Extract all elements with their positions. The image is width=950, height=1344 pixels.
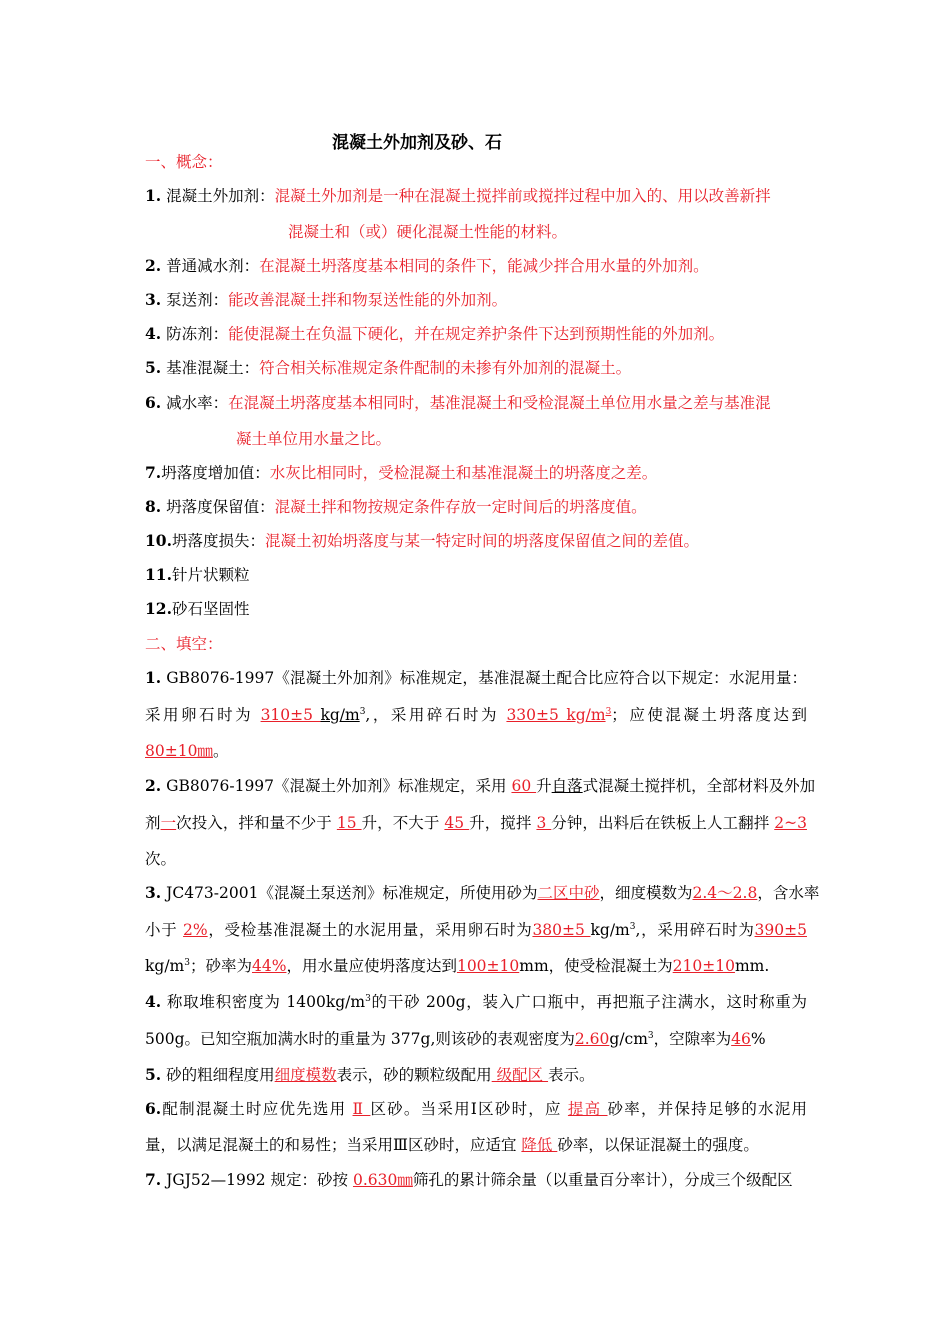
question-text: 砂率，并保持足够的水泥用 xyxy=(607,1100,807,1118)
concept-term: 坍落度增加值： xyxy=(161,464,270,482)
concept-term: 坍落度保留值： xyxy=(166,498,275,516)
item-number: 1. xyxy=(145,186,162,205)
concept-definition-continued: 凝土单位用水量之比。 xyxy=(236,430,392,448)
item-number: 2. xyxy=(145,776,162,795)
concept-term: 坍落度损失： xyxy=(171,532,265,550)
answer-blank: 44% xyxy=(251,957,287,975)
answer-blank: 45 xyxy=(444,814,470,832)
fill-question-7 xyxy=(145,1170,793,1190)
concept-item xyxy=(145,358,631,378)
question-text: % xyxy=(750,1030,766,1048)
item-number: 4. xyxy=(145,324,162,343)
item-number: 2. xyxy=(145,256,162,275)
fill-question-3-line-2: 小于 2%，受检基准混凝土的水泥用量，采用卵石时为380±5 $kg/m^3$,，采用碎石时为390±5 xyxy=(145,921,807,939)
concept-term: 基准混凝土： xyxy=(166,359,260,377)
question-text: ，空隙率为 xyxy=(653,1030,732,1048)
concept-term: 减水率： xyxy=(166,394,229,412)
concept-term: 防冻剂： xyxy=(166,325,229,343)
question-text: 砂的粗细程度用 xyxy=(166,1066,275,1084)
item-number: 1. xyxy=(145,668,162,687)
answer-blank: 提高 xyxy=(567,1100,608,1118)
concept-item xyxy=(145,393,771,413)
question-text: 砂率，以保证混凝土的强度。 xyxy=(557,1136,759,1154)
concept-definition: 在混凝土坍落度基本相同时，基准混凝土和受检混凝土单位用水量之差与基准混 xyxy=(228,394,771,412)
section-heading-concepts: 一、概念： xyxy=(145,153,223,171)
item-number: 10. xyxy=(145,531,172,550)
concept-definition: 在混凝土坍落度基本相同的条件下，能减少拌合用水量的外加剂。 xyxy=(259,257,709,275)
question-text: GB8076-1997《混凝土外加剂》标准规定，采用 xyxy=(166,777,512,795)
answer-blank: 级配区 xyxy=(491,1066,549,1084)
answer-blank: 330±5 kg/m xyxy=(506,706,606,724)
concept-item xyxy=(145,186,771,206)
question-text: GB8076-1997《混凝土外加剂》标准规定，基准混凝土配合比应符合以下规定：水泥用量： xyxy=(166,669,807,687)
concept-definition: 能使混凝土在负温下硬化，并在规定养护条件下达到预期性能的外加剂。 xyxy=(228,325,725,343)
question-text: 。 xyxy=(212,742,229,760)
question-text: 配制混凝土时应优先选用 xyxy=(161,1100,353,1118)
question-text: mm. xyxy=(734,957,770,975)
item-number: 6. xyxy=(145,1099,162,1118)
answer-blank: 细度模数 xyxy=(274,1066,337,1084)
fill-question-1-line-2: 采用卵石时为 310±5 $kg/m^3$,，采用碎石时为 330±5 $kg/m^3$；应使混凝土坍落度达到 xyxy=(145,706,807,724)
answer-blank: 210±10 xyxy=(672,957,735,975)
item-number: 12. xyxy=(145,599,172,618)
item-number: 7. xyxy=(145,1170,162,1189)
unit-text: kg/m xyxy=(145,957,185,975)
answer-blank: 2.60 xyxy=(574,1030,610,1048)
answer-blank: Ⅱ xyxy=(352,1100,371,1118)
concept-item xyxy=(145,290,507,310)
unit-text: kg/m xyxy=(320,706,360,724)
fill-question-5 xyxy=(145,1065,595,1085)
concept-term: 混凝土外加剂： xyxy=(166,187,275,205)
question-text: 升，不大于 xyxy=(361,814,445,832)
item-number: 5. xyxy=(145,358,162,377)
fill-question-1 xyxy=(145,668,807,688)
concept-definition-continued: 混凝土和（或）硬化混凝土性能的材料。 xyxy=(288,223,568,241)
concept-definition: 符合相关标准规定条件配制的未掺有外加剂的混凝土。 xyxy=(259,359,632,377)
answer-blank: 二区中砂 xyxy=(537,884,600,902)
item-number: 7. xyxy=(145,463,162,482)
item-number: 4. xyxy=(145,992,162,1011)
concept-item xyxy=(145,256,709,276)
question-text: 表示，砂的颗粒级配用 xyxy=(336,1066,492,1084)
question-text: 的干砂 200g，装入广口瓶中，再把瓶子注满水，这时称重为 xyxy=(370,993,807,1011)
fill-question-4: 4. 称取堆积密度为 $1400kg/m^3$的干砂 200g，装入广口瓶中，再把瓶子注满水，这时称重为 xyxy=(145,992,807,1011)
question-text: 式混凝土搅拌机，全部材料及外加 xyxy=(582,777,816,795)
concept-term: 砂石坚固性 xyxy=(171,600,250,618)
answer-blank: 80±10㎜ xyxy=(145,742,213,760)
question-text: ，含水率 xyxy=(757,884,820,902)
item-number: 6. xyxy=(145,393,162,412)
question-text: 次投入，拌和量不少于 xyxy=(176,814,337,832)
concept-definition: 能改善混凝土拌和物泵送性能的外加剂。 xyxy=(228,291,508,309)
item-number: 3. xyxy=(145,883,162,902)
question-text: ；砂率为 xyxy=(189,957,252,975)
fill-question-6 xyxy=(145,1099,807,1119)
fill-question-3 xyxy=(145,883,820,903)
question-text: ，受检基准混凝土的水泥用量，采用卵石时为 xyxy=(207,921,533,939)
question-text: 区砂。当采用Ⅰ区砂时，应 xyxy=(370,1100,568,1118)
question-text: 称取堆积密度为 1400kg/m xyxy=(166,993,366,1011)
answer-blank: 2% xyxy=(183,921,208,939)
question-text: JC473-2001《混凝土泵送剂》标准规定，所使用砂为 xyxy=(166,884,538,902)
fill-question-6-line-2 xyxy=(145,1135,759,1155)
answer-blank: 3 xyxy=(536,814,552,832)
document-title: 混凝土外加剂及砂、石 xyxy=(332,133,502,153)
question-text: 分钟，出料后在铁板上人工翻拌 xyxy=(551,814,775,832)
answer-blank: 2.4～2.8 xyxy=(692,884,758,902)
question-text: ，用水量应使坍落度达到 xyxy=(286,957,457,975)
concept-definition: 水灰比相同时，受检混凝土和基准混凝土的坍落度之差。 xyxy=(269,464,658,482)
fill-question-1-line-3 xyxy=(145,741,228,761)
answer-blank: 60 xyxy=(511,777,537,795)
item-number: 11. xyxy=(145,565,172,584)
question-text: 升 xyxy=(536,777,552,795)
question-text: ,，采用碎石时为 xyxy=(635,921,755,939)
answer-blank: 一 xyxy=(160,814,177,832)
concept-term: 普通减水剂： xyxy=(166,257,260,275)
answer-blank: 46 xyxy=(731,1030,751,1048)
answer-blank: 390±5 xyxy=(754,921,807,939)
question-text: 剂 xyxy=(145,814,161,832)
answer-blank: 100±10 xyxy=(456,957,520,975)
question-text: 采用卵石时为 xyxy=(145,706,261,724)
unit-text: kg/m xyxy=(590,921,630,939)
item-number: 5. xyxy=(145,1065,162,1084)
question-text: 500g。已知空瓶加满水时的重量为 377g,则该砂的表观密度为 xyxy=(145,1030,575,1048)
fill-question-2-line-2 xyxy=(145,813,807,833)
question-text: ,，采用碎石时为 xyxy=(365,706,507,724)
question-text: ，细度模数为 xyxy=(599,884,693,902)
question-text: 筛孔的累计筛余量（以重量百分率计），分成三个级配区 xyxy=(412,1171,793,1189)
answer-blank: 310±5 xyxy=(260,706,321,724)
concept-item xyxy=(145,531,699,551)
concept-item xyxy=(145,497,647,517)
question-text: 升，搅拌 xyxy=(469,814,537,832)
question-text: JGJ52—1992 规定：砂按 xyxy=(166,1171,353,1189)
concept-item xyxy=(145,324,724,344)
answer-blank: 380±5 xyxy=(532,921,591,939)
fill-question-3-line-3: $kg/m^3$；砂率为44%，用水量应使坍落度达到100±10mm，使受检混凝土为210±10mm. xyxy=(145,957,770,975)
section-heading-fill: 二、填空： xyxy=(145,635,223,653)
item-number: 8. xyxy=(145,497,162,516)
answer-blank: 15 xyxy=(336,814,362,832)
question-text: mm，使受检混凝土为 xyxy=(519,957,673,975)
question-text: 表示。 xyxy=(548,1066,595,1084)
item-number: 3. xyxy=(145,290,162,309)
answer-blank: 自落 xyxy=(551,777,583,795)
answer-blank: 0.630㎜ xyxy=(352,1171,413,1189)
answer-blank: 2~3 xyxy=(774,814,807,832)
question-text: ；应使混凝土坍落度达到 xyxy=(611,706,807,724)
concept-definition: 混凝土拌和物按规定条件存放一定时间后的坍落度值。 xyxy=(274,498,647,516)
fill-question-2 xyxy=(145,776,816,796)
unit-text: g/cm xyxy=(609,1030,648,1048)
answer-blank: 降低 xyxy=(521,1136,558,1154)
fill-question-4-line-2: 500g。已知空瓶加满水时的重量为 377g,则该砂的表观密度为$2.60g/cm^3$，空隙率为46% xyxy=(145,1030,766,1048)
concept-item xyxy=(145,463,657,483)
concept-item xyxy=(145,599,249,619)
concept-term: 泵送剂： xyxy=(166,291,229,309)
question-text: 小于 xyxy=(145,921,184,939)
concept-definition: 混凝土外加剂是一种在混凝土搅拌前或搅拌过程中加入的、用以改善新拌 xyxy=(274,187,771,205)
concept-term: 针片状颗粒 xyxy=(171,566,250,584)
fill-question-2-line-3: 次。 xyxy=(145,850,177,868)
concept-item xyxy=(145,565,249,585)
question-text: 量，以满足混凝土的和易性；当采用Ⅲ区砂时，应适宜 xyxy=(145,1136,522,1154)
concept-definition: 混凝土初始坍落度与某一特定时间的坍落度保留值之间的差值。 xyxy=(264,532,699,550)
